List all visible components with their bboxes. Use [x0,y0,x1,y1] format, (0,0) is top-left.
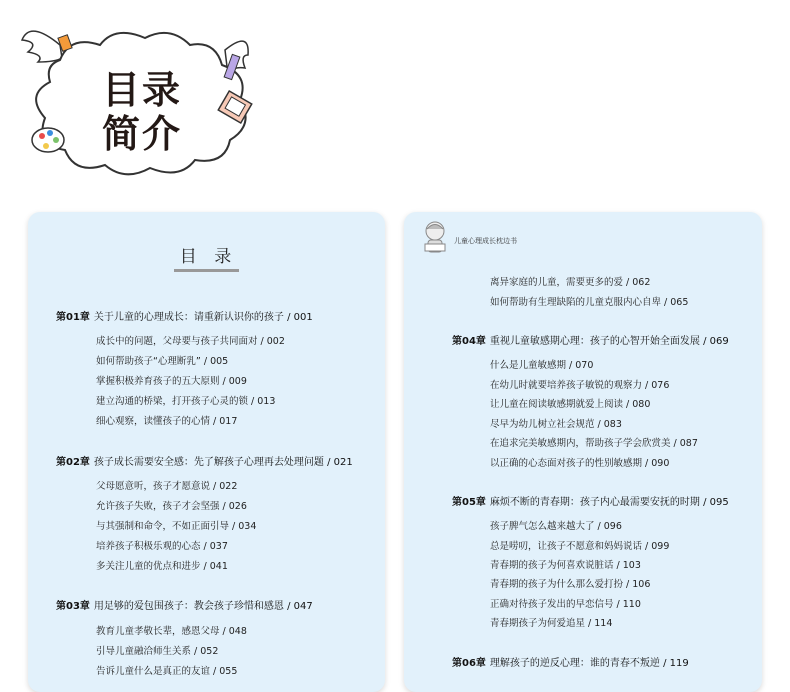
toc-entry: 引导儿童融洽师生关系 / 052 [96,646,219,657]
chapter-heading: 第06章 理解孩子的逆反心理：谁的青春不叛逆 / 119 [452,658,689,669]
header-badge [0,0,300,190]
badge-title-line1: 目录 [101,68,182,112]
running-head: 儿童心理成长枕边书 [454,237,517,245]
toc-entry: 教育儿童孝敬长辈，感恩父母 / 048 [96,626,247,637]
toc-entry: 允许孩子失败，孩子才会坚强 / 026 [96,501,247,512]
toc-entry: 离异家庭的儿童，需要更多的爱 / 062 [490,277,651,288]
toc-entry: 成长中的问题，父母要与孩子共同面对 / 002 [96,336,285,347]
toc-entry: 告诉儿童什么是真正的友谊 / 055 [96,666,238,677]
child-reading-icon [422,220,448,256]
toc-entry: 让儿童在阅读敏感期就爱上阅读 / 080 [490,399,651,410]
toc-entry: 父母愿意听，孩子才愿意说 / 022 [96,481,238,492]
toc-entry: 尽早为幼儿树立社会规范 / 083 [490,419,622,430]
toc-entry: 培养孩子积极乐观的心态 / 037 [96,541,228,552]
toc-entry: 如何帮助孩子“心理断乳” / 005 [96,356,229,367]
toc-entry: 在追求完美敏感期内，帮助孩子学会欣赏美 / 087 [490,438,698,449]
toc-entry: 青春期的孩子为何喜欢说脏话 / 103 [490,560,641,571]
toc-entry: 细心观察，读懂孩子的心情 / 017 [96,416,238,427]
chapter-heading: 第04章 重视儿童敏感期心理：孩子的心智开始全面发展 / 069 [452,336,729,347]
wing-icon [22,31,62,62]
toc-entry: 掌握积极养育孩子的五大原则 / 009 [96,376,247,387]
chapter-heading: 第02章 孩子成长需要安全感：先了解孩子心理再去处理问题 / 021 [56,457,353,468]
toc-entry: 什么是儿童敏感期 / 070 [490,360,594,371]
toc-entry: 青春期孩子为何爱追星 / 114 [490,618,613,629]
toc-entry: 孩子脾气怎么越来越大了 / 096 [490,521,622,532]
toc-entry: 如何帮助有生理缺陷的儿童克服内心自卑 / 065 [490,297,689,308]
toc-entry: 在幼儿时就要培养孩子敏锐的观察力 / 076 [490,380,670,391]
toc-entry: 青春期的孩子为什么那么爱打扮 / 106 [490,579,651,590]
chapter-heading: 第01章 关于儿童的心理成长：请重新认识你的孩子 / 001 [56,312,313,323]
badge-title-line2: 简介 [101,112,182,156]
chapter-heading: 第05章 麻烦不断的青春期：孩子内心最需要安抚的时期 / 095 [452,497,729,508]
toc-entry: 与其强制和命令，不如正面引导 / 034 [96,521,257,532]
toc-page-right [404,212,762,692]
toc-entry: 正确对待孩子发出的早恋信号 / 110 [490,599,641,610]
toc-page-left [28,212,385,692]
toc-entry: 以正确的心态面对孩子的性别敏感期 / 090 [490,458,670,469]
chapter-heading: 第03章 用足够的爱包围孩子：教会孩子珍惜和感恩 / 047 [56,601,313,612]
toc-entry: 建立沟通的桥梁，打开孩子心灵的锁 / 013 [96,396,276,407]
toc-entry: 总是唠叨，让孩子不愿意和妈妈说话 / 099 [490,541,670,552]
toc-title: 目 录 [28,242,385,272]
toc-entry: 多关注儿童的优点和进步 / 041 [96,561,228,572]
